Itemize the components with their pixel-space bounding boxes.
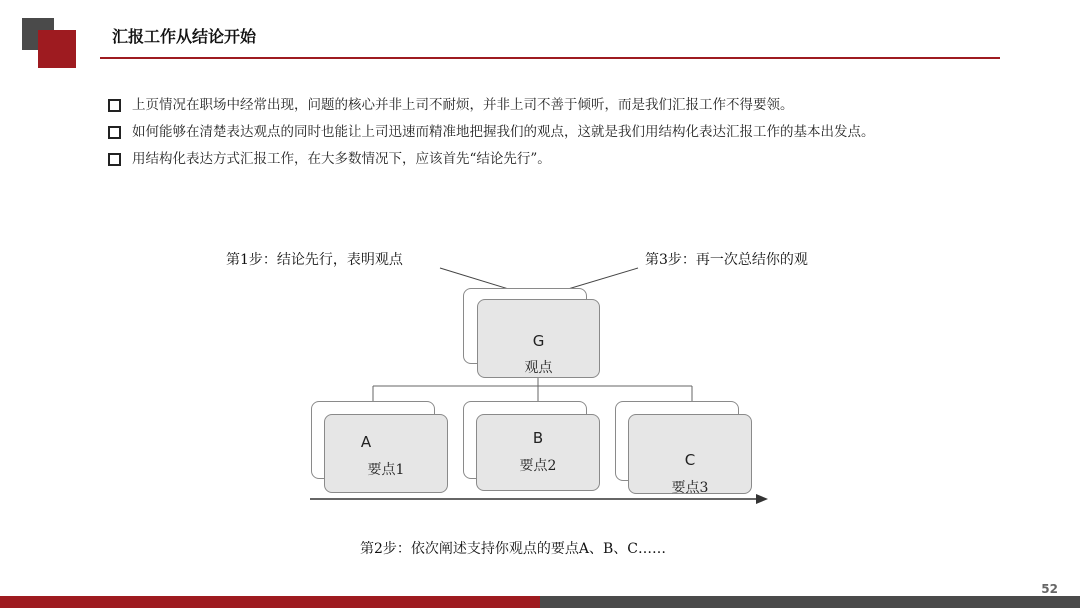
node-label: 要点2 <box>519 458 557 474</box>
bullet-text: 用结构化表达方式汇报工作，在大多数情况下，应该首先“结论先行”。 <box>132 151 551 167</box>
node-label: 要点1 <box>367 462 405 478</box>
node-letter: G <box>532 332 545 350</box>
node-a <box>324 414 448 493</box>
bullet-text: 如何能够在清楚表达观点的同时也能让上司迅速而精准地把握我们的观点，这就是我们用结构化表达汇报工作的基本出发点。 <box>132 124 875 140</box>
arrow-head-icon <box>756 494 768 504</box>
footer-bar-gray <box>540 596 1080 608</box>
node-g <box>477 299 600 378</box>
step1-label: 第1步：结论先行，表明观点 <box>226 252 403 268</box>
footer-bar-red <box>0 596 540 608</box>
page-number: 52 <box>1041 582 1058 596</box>
node-letter: A <box>360 433 372 451</box>
bullet-text: 上页情况在职场中经常出现，问题的核心并非上司不耐烦，并非上司不善于倾听，而是我们汇报工作不得要领。 <box>132 97 794 113</box>
node-letter: B <box>532 429 544 447</box>
node-b <box>476 414 600 491</box>
node-c <box>628 414 752 494</box>
node-label: 观点 <box>524 360 553 376</box>
page-title: 汇报工作从结论开始 <box>112 27 257 46</box>
step3-label: 第3步：再一次总结你的观 <box>645 252 808 268</box>
step2-label: 第2步：依次阐述支持你观点的要点A、B、C…… <box>360 541 667 557</box>
node-label: 要点3 <box>671 480 709 496</box>
node-letter: C <box>684 451 696 469</box>
